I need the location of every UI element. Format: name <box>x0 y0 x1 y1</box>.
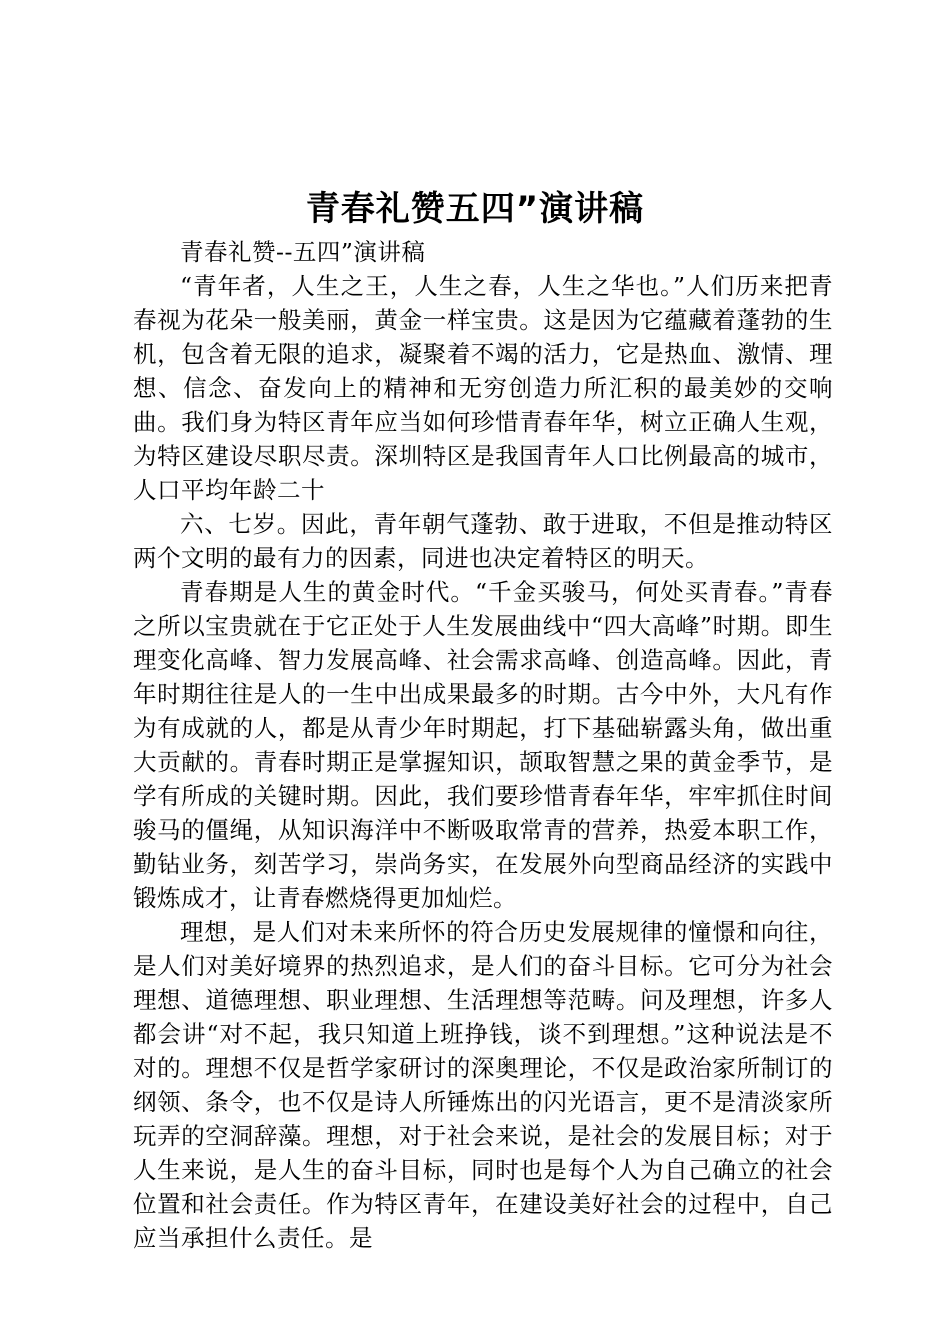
paragraph-4: 理想，是人们对未来所怀的符合历史发展规律的憧憬和向往，是人们对美好境界的热烈追求，是人们的奋斗目标。它可分为社会理想、道德理想、职业理想、生活理想等范畴。问及理想，许多人都会讲“对不起，我只知道上班挣钱，谈不到理想。”这种说法是不对的。理想不仅是哲学家研讨的深奥理论，不仅是政治家所制订的纲领、条令，也不仅是诗人所锤炼出的闪光语言，更不是清淡家所玩弄的空洞辞藻。理想，对于社会来说，是社会的发展目标；对于人生来说，是人生的奋斗目标，同时也是每个人为自己确立的社会位置和社会责任。作为特区青年，在建设美好社会的过程中，自己应当承担什么责任。是 <box>133 918 833 1252</box>
document-title: 青春礼赞五四”演讲稿 <box>305 189 645 229</box>
paragraph-1: “青年者，人生之王，人生之春，人生之华也。”人们历来把青春视为花朵一般美丽，黄金一样宝贵。这是因为它蕴藏着蓬勃的生机，包含着无限的追求，凝聚着不竭的活力，它是热血、激情、理想、信念、奋发向上的精神和无穷创造力所汇积的最美妙的交响曲。我们身为特区青年应当如何珍惜青春年华，树立正确人生观，为特区建设尽职尽责。深圳特区是我国青年人口比例最高的城市，人口平均年龄二十 <box>133 272 833 504</box>
document-body <box>133 235 833 1255</box>
paragraph-3: 青春期是人生的黄金时代。“千金买骏马，何处买青春。”青春之所以宝贵就在于它正处于人生发展曲线中“四大高峰”时期。即生理变化高峰、智力发展高峰、社会需求高峰、创造高峰。因此，青年时期往往是人的一生中出成果最多的时期。古今中外，大凡有作为有成就的人，都是从青少年时期起，打下基础崭露头角，做出重大贡献的。青春时期正是掌握知识，颉取智慧之果的黄金季节，是学有所成的关键时期。因此，我们要珍惜青春年华，牢牢抓住时间骏马的僵绳，从知识海洋中不断吸取常青的营养，热爱本职工作，勤钻业务，刻苦学习，崇尚务实，在发展外向型商品经济的实践中锻炼成才，让青春燃烧得更加灿烂。 <box>133 578 833 912</box>
document-subtitle: 青春礼赞--五四”演讲稿 <box>180 238 426 266</box>
paragraph-2: 六、七岁。因此，青年朝气蓬勃、敢于进取，不但是推动特区两个文明的最有力的因素，同进也决定着特区的明天。 <box>133 510 833 572</box>
